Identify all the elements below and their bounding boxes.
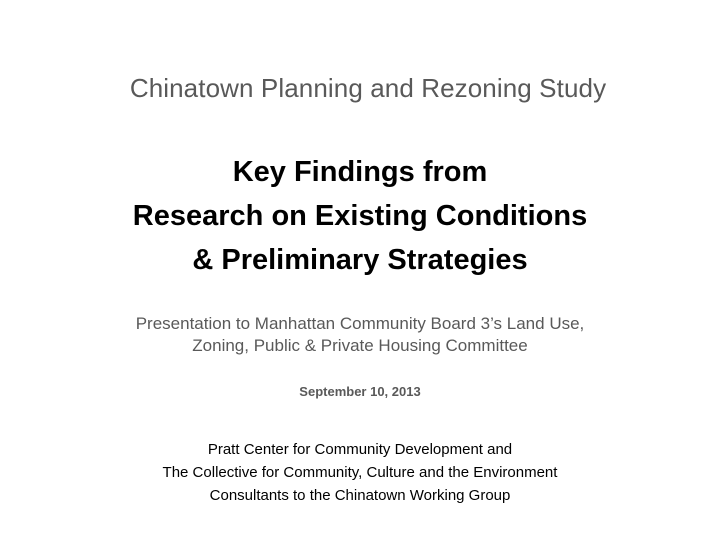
credits-line: The Collective for Community, Culture and the Environment [162, 464, 558, 481]
main-title [0, 150, 720, 282]
presentation-date: September 10, 2013 [299, 384, 421, 399]
credits [0, 438, 720, 507]
subtitle [0, 313, 720, 357]
credits-line: Consultants to the Chinatown Working Group [209, 487, 511, 504]
subtitle-line: Zoning, Public & Private Housing Committee [192, 336, 528, 355]
main-title-line: Key Findings from [232, 156, 488, 188]
main-title-line: & Preliminary Strategies [192, 244, 528, 276]
credits-line: Pratt Center for Community Development and [207, 441, 513, 458]
main-title-line: Research on Existing Conditions [132, 200, 588, 232]
subtitle-line: Presentation to Manhattan Community Board 3’s Land Use, [135, 314, 585, 333]
header-title: Chinatown Planning and Rezoning Study [129, 73, 607, 103]
